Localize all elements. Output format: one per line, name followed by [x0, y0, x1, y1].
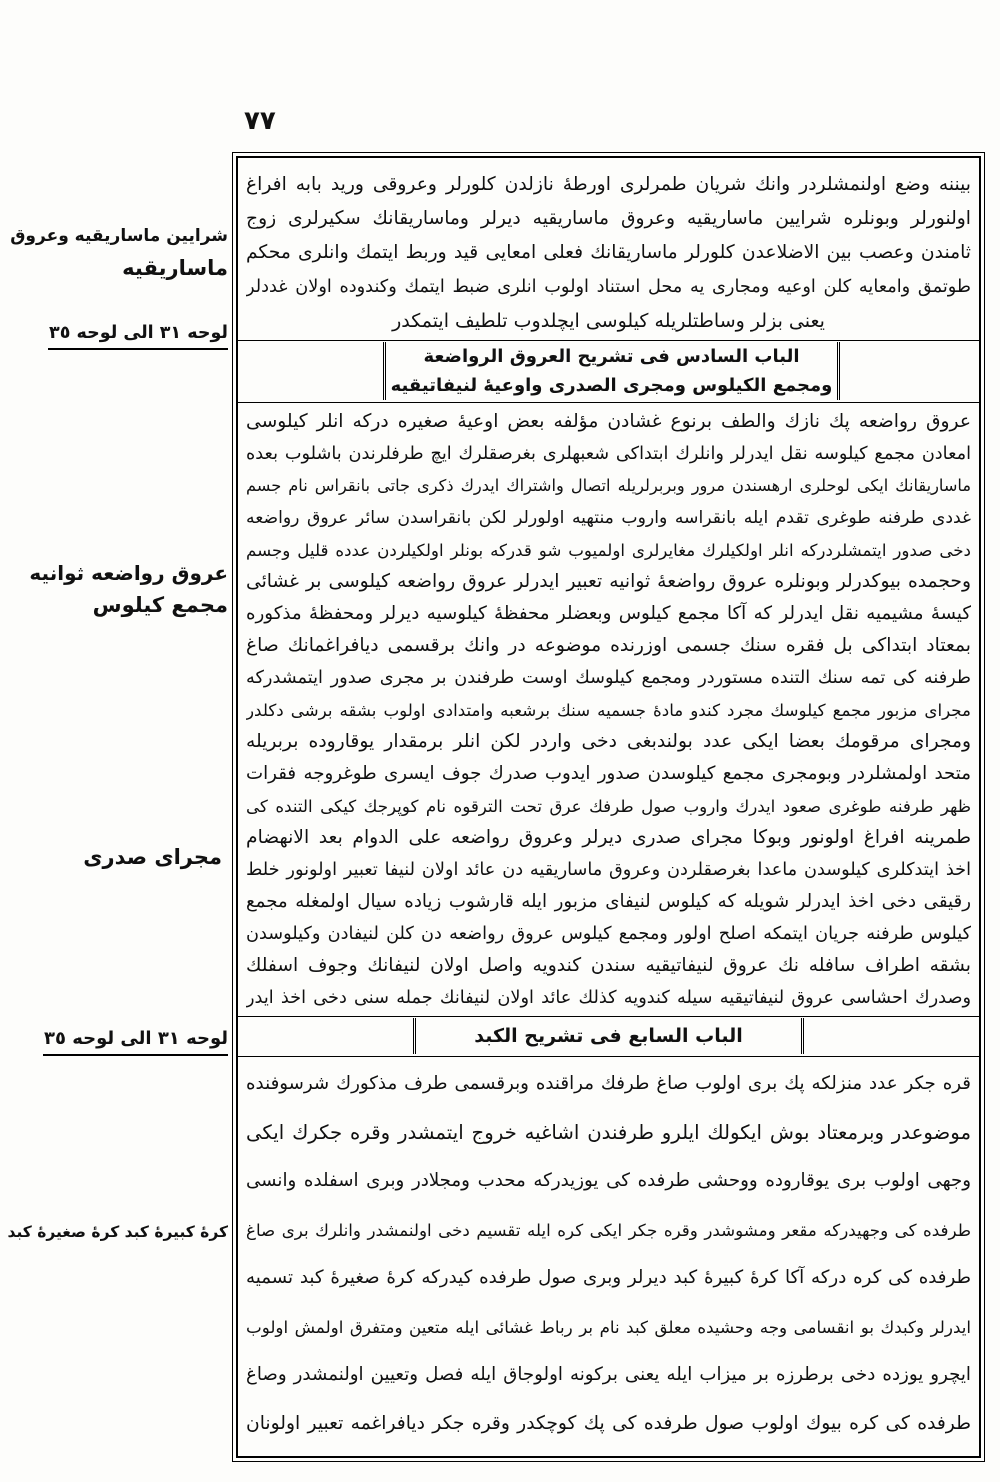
chapter-six-text [246, 406, 971, 1014]
body-text-line: طوتمق وامعايه كلن اوعيه ومجارى يه محل استناد اولوب انلرى ضبط ايتمك وكندوده اولان غددلر [246, 277, 971, 297]
body-text-line: بمعتاد ابتداكى بل فقره سنك جسمى اوزرنده موضوعه در وانك برقسمى ديافراغمانك صاغ [246, 635, 971, 656]
margin-note-line: لوحه ٣١ الى لوحه ٣٥ [43, 1028, 228, 1049]
body-text-line: ظهر طرفنه طوغرى صعود ايدرك واروب صول طرفك عرق تحت الترقوه نام كوپرجك كيكى التنده كى [246, 796, 971, 816]
body-text-line: وصدرك احشاسى عروق لنيفاتيقيه سيله كندويه كذلك عائد اولان لنيفانك جمله سنى دخى اخذ ايدر [246, 988, 971, 1008]
body-text-line: كيسهٔ مشيميه نقل ايدرلر كه آكا مجمع كيلوس وبعضلر محفظهٔ كيلوسيه ديرلر ومحفظهٔ مذكوره [246, 603, 971, 624]
margin-note-line: شرايين ماساريقيه وعروق [10, 226, 228, 246]
body-text-line: دخى صدور ايتمشلردركه انلر اولكيلرك مغايرلرى اولميوب شو قدركه بونلر اولكيلردن عدده قليل وجسم [246, 540, 971, 560]
body-text-line: موضوعدر وبرمعتاد بوش ايكولك ايلرو طرفندن اشاغيه خروج ايتمشدر وقره جكرك ايكى [246, 1120, 971, 1144]
margin-note-line: لوحه ٣١ الى لوحه ٣٥ [49, 323, 228, 343]
margin-note [57, 840, 222, 874]
margin-note-plate-reference [43, 1024, 228, 1056]
margin-note [8, 220, 228, 284]
body-text-closing-line: يعنى بزلر وساطتلريله كيلوسى ايچلدوب تلطيف ايتمكدر [392, 310, 825, 332]
body-text-line: طرفده كى كره دركه آكا كرهٔ كبيرهٔ كبد ديرلر وبرى صول طرفده كيدركه كرهٔ صغيرهٔ كبد تسميه [246, 1267, 971, 1288]
margin-note-line: مجراى صدرى [83, 845, 222, 869]
body-text-line: قره جكر عدد منزلكه پك برى اولوب صاغ طرفك مراقنده وبرقسمى طرف مذكورك شرسوفنده [246, 1073, 971, 1094]
text-frame [232, 152, 985, 1462]
chapter-seven-text [246, 1060, 971, 1448]
margin-note [5, 1216, 228, 1248]
body-text-line: مجراى مزبور مجمع كيلوسك مجرد كندو مادهٔ جسميه سنك برشعبه وامتدادى اولوب بشقه برشى دكلدر [246, 700, 971, 720]
body-text-line: طرفده كى وجهيدركه مقعر ومشوشدر وقره جكر ايكى كره ايله تقسيم دخى اولنمشدر وانلرك برى صاغ [246, 1219, 971, 1240]
text-frame-inner [236, 156, 981, 1458]
rule-divider [238, 1056, 979, 1057]
body-text-line: ايدرلر وكبدك بو انقسامى وجه وحشيده معلق كبد نام بر رباط غشائى ايله متعين ومتفرق اولمش اولوب [246, 1316, 971, 1337]
intro-paragraph [246, 168, 971, 304]
body-text-line: امعادن مجمع كيلوسه نقل ايدرلر وانلرك ابتداكى شعبهلرى بغرصقلرك ايچ طرفلرندن باشلوب بعده [246, 444, 971, 464]
body-text-line: غددى طرفنه طوغرى تقدم ايله بانقراسه واروب منتهيه اولورلر لكن بانقراسدن سائر عروق رواضعه [246, 508, 971, 528]
chapter-title: ومجمع الكيلوس ومجرى الصدرى واوعيهٔ لنيفاتيقيه [390, 375, 833, 396]
rule-divider [238, 402, 979, 403]
page-number: ٧٧ [244, 106, 276, 136]
chapter-title: الباب السابع فى تشريح الكبد [474, 1025, 743, 1047]
body-text-line: بيننه وضع اولنمشلردر وانك شريان طمرلرى اورطهٔ نازلدن كلورلر وعروقى وريد بابه افراغ [246, 174, 971, 195]
rule-divider [238, 340, 979, 341]
body-text-line: اخذ ايتدكلرى كيلوسدن ماعدا بغرصقلردن وعروق ماساريقيه دن عائد اولان لنيفا تعبير اولونور خلط [246, 860, 971, 880]
body-text-line: كيلوس طرفنه جريان ايتمكه اصلح اولور ومجمع كيلوس عروق رواضعه دن كلن لنيفادن وكيلوسدن [246, 924, 971, 944]
body-text-line: عروق رواضعه پك نازك والطف برنوع غشادن مؤلفه بعض اوعيهٔ صغيره دركه انلر كيلوسى [246, 411, 971, 432]
body-text-line: ومجراى مرقومك بعضا ايكى عدد بولندبغى دخى واردر لكن انلر برمقدار يوقاروده بربريله [246, 731, 971, 752]
body-text-line: ثامندن وعصب بين الاضلاعدن كلورلر ماساريقانك فعلى امعايى قيد وربط ايتمك وانلرى محكم [246, 242, 971, 263]
rule-divider [238, 1016, 979, 1017]
body-text-line: اولنورلر وبونلره شرايين ماساريقيه وعروق ماساريقيه ديرلر وماساريقانك سكيرلرى زوج [246, 208, 971, 229]
body-text-line: رقيقى دخى اخذ ايدرلر شويله كه كيلوس لنيفاى مزبور ايله قارشوب زياده سيال اولمغله مجمع [246, 891, 971, 912]
body-text-line: وحجمده بيوكدرلر وبونلره عروق رواضعهٔ ثوانيه تعبير ايدرلر عروق رواضعه كيلوسى بر غشائى [246, 571, 971, 592]
chapter-heading-box [413, 1018, 804, 1054]
margin-note-line: ماساريقيه [122, 256, 228, 280]
margin-note [28, 557, 228, 621]
chapter-title: الباب السادس فى تشريح العروق الرواضعة [423, 346, 800, 367]
body-text-line: طرفنه كى تمه سنك التنده مستوردر ومجمع كيلوسك اوست طرفندن بر مجرى صدور ايتمشدركه [246, 668, 971, 688]
body-text-line: متحد اولمشلردر وبومجرى مجمع كيلوسدن صدور ايدوب صدرك جوف ايسرى طوغروجه فقرات [246, 763, 971, 784]
margin-note-line: مجمع كيلوس [92, 593, 228, 617]
body-text-line: طرفده كى كره بيوك اولوب صول طرفده كى پك كوچكدر وقره جكر ديافراغمه تعبير اولونان [246, 1412, 971, 1434]
margin-note-line: كرهٔ كبيرهٔ كبد كرهٔ صغيرهٔ كبد [7, 1223, 228, 1241]
chapter-heading-box [383, 342, 840, 400]
margin-note-plate-reference [48, 318, 228, 350]
body-text-line: وجهى اولوب برى يوقاروده ووحشى طرفده كى يوزيدركه محدب ومجلادر وبرى اسفلده وانسى [246, 1170, 971, 1191]
body-text-line: ماساريقانك ايكى لوحلرى ارهسندن مرور وبربرلريله اتصال واشتراك ايدرك ذكرى جاتى بانقراس نام جسم [246, 476, 971, 495]
body-text-line: ايچرو يوزده دخى برطرزه بر ميزاب ايله يعنى بركونه اولوجاق ايله فصل وتعيين اولنمشدر وصاغ [246, 1364, 971, 1385]
body-text-line: طمرينه افراغ اولونور وبوكا مجراى صدرى ديرلر وعروق رواضعه على الدوام بعد الانهضام [246, 827, 971, 848]
body-text-line: بشقه اطراف سافله نك عروق لنيفاتيقيه سندن كندويه واصل اولان لنيفانك وجوف اسفلك [246, 955, 971, 976]
margin-note-line: عروق رواضعه ثوانيه [29, 561, 228, 585]
